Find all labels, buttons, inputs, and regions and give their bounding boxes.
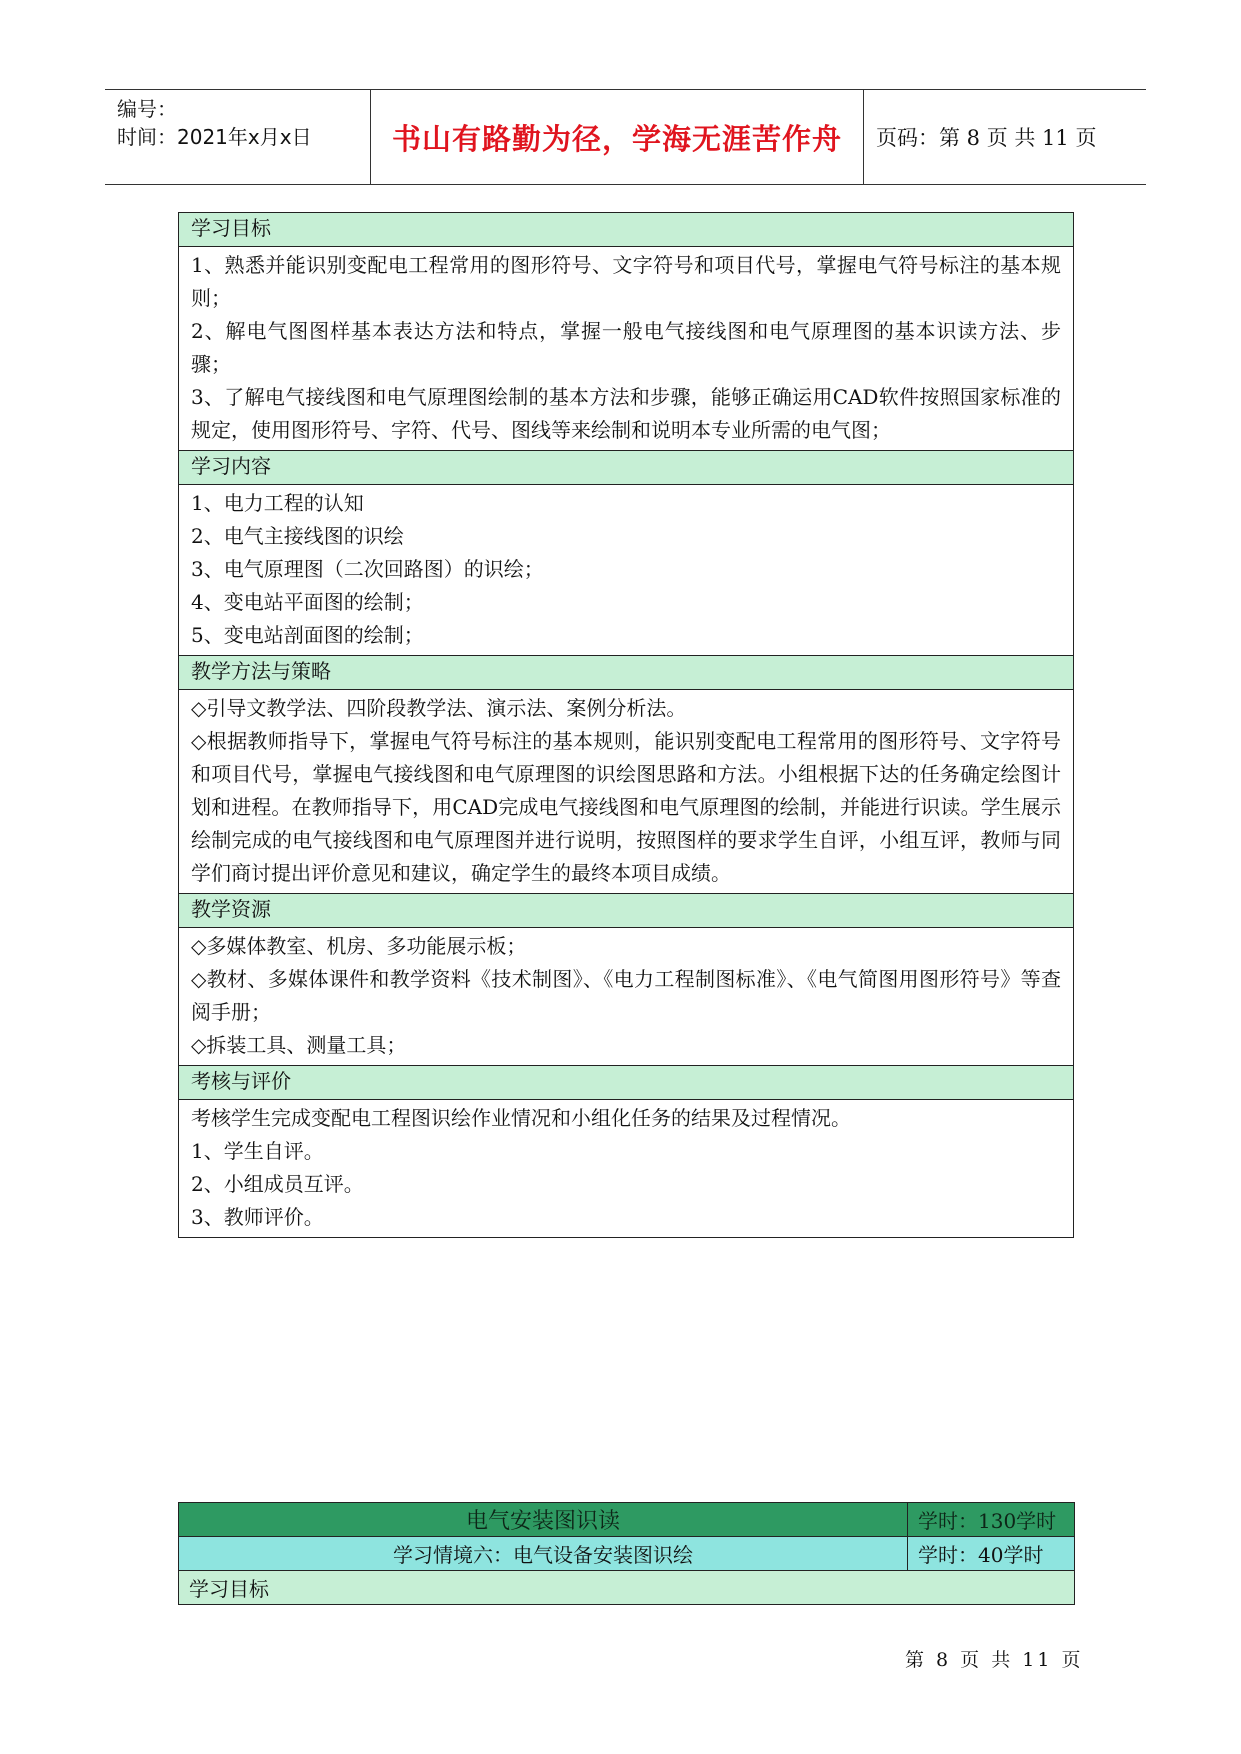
section-line: 4、变电站平面图的绘制； — [191, 590, 424, 614]
section-header-row — [179, 451, 1074, 485]
section-header-row — [179, 894, 1074, 928]
section-line: 2、小组成员互评。 — [191, 1172, 364, 1196]
section-line: 2、解电气图图样基本表达方法和特点，掌握一般电气接线图和电气原理图的基本识读方法、步骤； — [191, 319, 1061, 376]
section-line: 3、教师评价。 — [191, 1205, 324, 1229]
situation-row — [179, 1537, 1075, 1571]
situation-title: 学习情境六：电气设备安装图识绘 — [179, 1537, 908, 1571]
section-line: 3、电气原理图（二次回路图）的识绘； — [191, 557, 544, 581]
header-page-label: 页码：第 8 页 共 11 页 — [876, 126, 1097, 150]
section-header-row — [179, 213, 1074, 247]
section-line: 1、电力工程的认知 — [191, 491, 364, 515]
section-line: 3、了解电气接线图和电气原理图绘制的基本方法和步骤，能够正确运用CAD软件按照国家标准的规定，使用图形符号、字符、代号、图线等来绘制和说明本专业所需的电气图； — [191, 385, 1061, 442]
course-situation-table — [178, 1502, 1075, 1605]
next-goal-row — [179, 1571, 1075, 1605]
header-meta — [105, 90, 371, 184]
page-footer: 第 8 页 共 11 页 — [905, 1649, 1084, 1671]
section-body-row — [179, 1100, 1074, 1238]
section-title: 教学方法与策略 — [179, 656, 1074, 690]
section-line: 1、熟悉并能识别变配电工程常用的图形符号、文字符号和项目代号，掌握电气符号标注的基本规则； — [191, 253, 1061, 310]
section-body — [179, 1100, 1074, 1238]
course-title: 电气安装图识读 — [179, 1503, 908, 1537]
section-body-row — [179, 690, 1074, 894]
section-line: 5、变电站剖面图的绘制； — [191, 623, 424, 647]
time-label: 时间：2021年x月x日 — [117, 125, 312, 149]
section-body — [179, 247, 1074, 451]
section-body-row — [179, 928, 1074, 1066]
section-title: 学习目标 — [179, 213, 1074, 247]
section-line: ◇教材、多媒体课件和教学资料《技术制图》、《电力工程制图标准》、《电气简图用图形符号》等查阅手册； — [191, 967, 1061, 1024]
section-body-row — [179, 485, 1074, 656]
situation-hours: 学时：40学时 — [908, 1537, 1075, 1571]
section-title: 学习内容 — [179, 451, 1074, 485]
code-label: 编号： — [117, 97, 177, 121]
course-hours: 学时：130学时 — [908, 1503, 1075, 1537]
section-line: 考核学生完成变配电工程图识绘作业情况和小组化任务的结果及过程情况。 — [191, 1106, 851, 1130]
section-body — [179, 928, 1074, 1066]
header-motto: 书山有路勤为径，学海无涯苦作舟 — [371, 90, 864, 184]
section-body — [179, 690, 1074, 894]
section-title: 教学资源 — [179, 894, 1074, 928]
section-header-row — [179, 1066, 1074, 1100]
section-line: ◇拆装工具、测量工具； — [191, 1033, 407, 1057]
section-body — [179, 485, 1074, 656]
section-line: ◇引导文教学法、四阶段教学法、演示法、案例分析法。 — [191, 696, 687, 720]
course-info-table — [178, 212, 1074, 1238]
page-header — [105, 89, 1146, 185]
section-line: ◇根据教师指导下，掌握电气符号标注的基本规则，能识别变配电工程常用的图形符号、文字符号和项目代号，掌握电气接线图和电气原理图的识绘图思路和方法。小组根据下达的任务确定绘图计划和进程。在教师指导下，用CAD完成电气接线图和电气原理图的绘制，并能进行识读。学生展示绘制完成的电气接线图和电气原理图并进行说明，按照图样的要求学生自评，小组互评，教师与同学们商讨提出评价意见和建议，确定学生的最终本项目成绩。 — [191, 729, 1061, 885]
section-header-row — [179, 656, 1074, 690]
section-title: 考核与评价 — [179, 1066, 1074, 1100]
next-goal-title: 学习目标 — [179, 1571, 1075, 1605]
section-line: ◇多媒体教室、机房、多功能展示板； — [191, 934, 527, 958]
section-body-row — [179, 247, 1074, 451]
section-line: 2、电气主接线图的识绘 — [191, 524, 404, 548]
course-row — [179, 1503, 1075, 1537]
section-line: 1、学生自评。 — [191, 1139, 324, 1163]
